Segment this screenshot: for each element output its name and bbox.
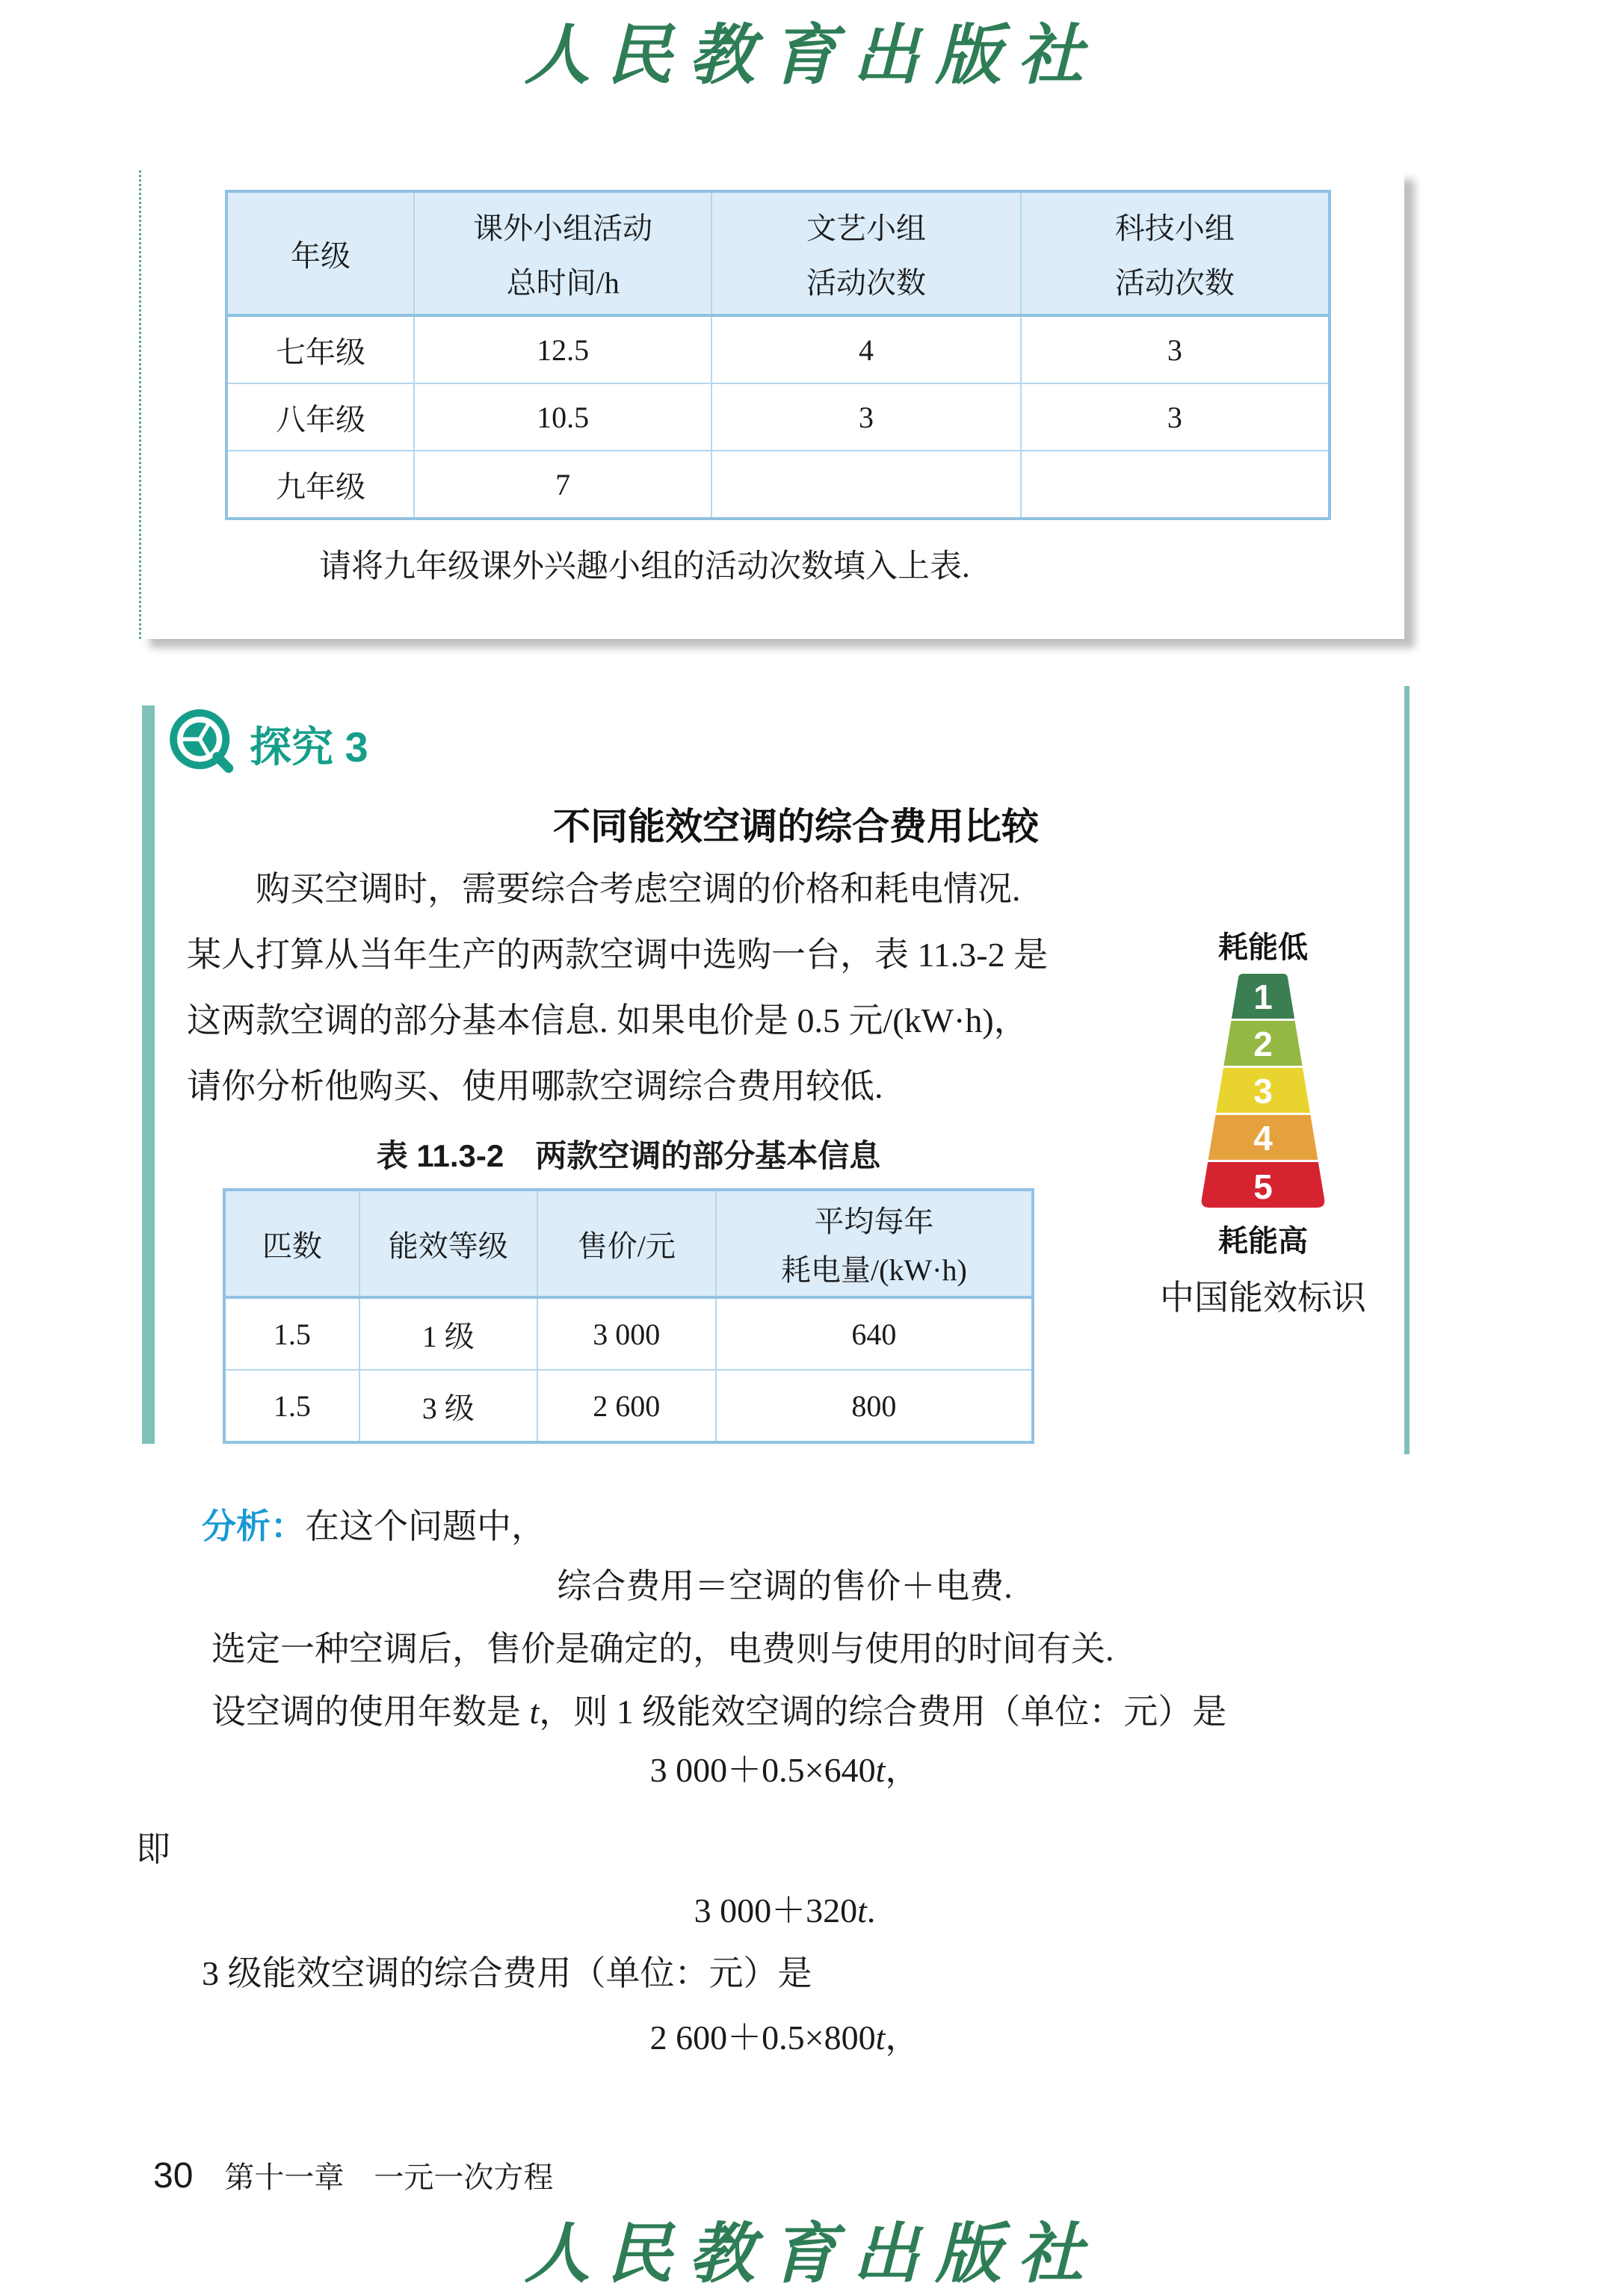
page-number: 30 <box>153 2156 194 2196</box>
table-row <box>224 1370 1033 1442</box>
col-header-tech-group: 科技小组 活动次数 <box>1021 191 1330 315</box>
cell-energy: 800 <box>716 1370 1033 1442</box>
section-right-line <box>1404 686 1410 1454</box>
publisher-logo-bottom: 人民教育出版社 <box>524 2219 1100 2291</box>
col-header-grade: 年级 <box>226 191 414 315</box>
exploration-paragraph <box>187 856 1173 1119</box>
exploration-label: 探究 3 <box>250 723 368 770</box>
svg-text:5: 5 <box>1253 1167 1273 1206</box>
variable-t: t <box>875 2018 886 2057</box>
cell-grade: 九年级 <box>226 451 414 519</box>
energy-efficiency-label <box>1151 924 1375 1320</box>
svg-text:4: 4 <box>1253 1119 1273 1158</box>
analysis-line: 选定一种空调后，售价是确定的，电费则与使用的时间有关. <box>212 1630 1114 1668</box>
cell-total: 10.5 <box>414 383 712 451</box>
cell-art: 3 <box>711 383 1020 451</box>
analysis-label: 分析： <box>202 1507 305 1545</box>
svg-text:1: 1 <box>1253 977 1273 1016</box>
cell-total: 7 <box>414 451 712 519</box>
cell-hp: 1.5 <box>224 1297 359 1370</box>
equation-grade3-cost: 2 600＋0.5×800t， <box>649 2018 920 2057</box>
analysis-line: 设空调的使用年数是 t，则 1 级能效空调的综合费用（单位：元）是 <box>212 1693 1227 1731</box>
activity-table-header-row <box>226 191 1330 315</box>
energy-low-label: 耗能低 <box>1218 931 1308 964</box>
col-header-energy: 平均每年 耗电量/(kW·h) <box>716 1190 1033 1297</box>
exploration-title: 不同能效空调的综合费用比较 <box>553 806 1039 847</box>
cell-price: 2 600 <box>537 1370 716 1442</box>
table-row <box>226 315 1330 383</box>
exploration-icon <box>167 707 235 778</box>
col-header-price: 售价/元 <box>537 1190 716 1297</box>
cell-art: 4 <box>711 315 1020 383</box>
ac-info-table <box>223 1188 1034 1444</box>
cell-tech-empty <box>1021 451 1330 519</box>
variable-t: t <box>875 1751 886 1789</box>
energy-caption: 中国能效标识 <box>1160 1279 1366 1317</box>
exercise-card <box>139 170 1404 639</box>
section-left-bar <box>142 705 155 1444</box>
cell-efficiency: 3 级 <box>359 1370 537 1442</box>
col-header-hp: 匹数 <box>224 1190 359 1297</box>
cell-art-empty <box>711 451 1020 519</box>
table-row <box>224 1297 1033 1370</box>
analysis-intro-line <box>202 1499 546 1548</box>
equation-grade1-cost: 3 000＋0.5×640t， <box>649 1751 920 1789</box>
table-row <box>226 451 1330 519</box>
fill-in-note: 请将九年级课外兴趣小组的活动次数填入上表. <box>319 549 970 584</box>
equation-total-cost: 综合费用＝空调的售价＋电费. <box>557 1567 1013 1605</box>
cell-efficiency: 1 级 <box>359 1297 537 1370</box>
col-header-art-group: 文艺小组 活动次数 <box>711 191 1020 315</box>
table-row <box>226 383 1330 451</box>
cell-tech: 3 <box>1021 383 1330 451</box>
analysis-line: 3 级能效空调的综合费用（单位：元）是 <box>202 1954 812 1992</box>
svg-text:3: 3 <box>1253 1072 1273 1111</box>
cell-grade: 七年级 <box>226 315 414 383</box>
ac-table-header-row <box>224 1190 1033 1297</box>
cell-tech: 3 <box>1021 315 1330 383</box>
energy-high-label: 耗能高 <box>1218 1225 1308 1258</box>
cell-grade: 八年级 <box>226 383 414 451</box>
energy-pyramid-graphic <box>1192 974 1334 1211</box>
paragraph-line: 某人打算从当年生产的两款空调中选购一台，表 11.3-2 是 <box>187 936 1049 974</box>
connector-word: 即 <box>136 1830 170 1868</box>
ac-table-caption: 表 11.3-2 两款空调的部分基本信息 <box>376 1138 881 1173</box>
cell-total: 12.5 <box>414 315 712 383</box>
equation-grade1-simplified: 3 000＋320t. <box>694 1891 876 1930</box>
publisher-logo-top: 人民教育出版社 <box>524 20 1100 93</box>
cell-hp: 1.5 <box>224 1370 359 1442</box>
paragraph-line: 购买空调时，需要综合考虑空调的价格和耗电情况. <box>256 870 1021 908</box>
activity-table <box>225 190 1331 520</box>
col-header-total-time: 课外小组活动 总时间/h <box>414 191 712 315</box>
paragraph-line: 请你分析他购买、使用哪款空调综合费用较低. <box>187 1067 883 1105</box>
svg-text:2: 2 <box>1253 1025 1273 1063</box>
page-footer <box>153 2154 553 2196</box>
col-header-efficiency: 能效等级 <box>359 1190 537 1297</box>
paragraph-line: 这两款空调的部分基本信息. 如果电价是 0.5 元/(kW·h)， <box>187 1001 1028 1040</box>
variable-t: t <box>857 1891 867 1930</box>
cell-price: 3 000 <box>537 1297 716 1370</box>
chapter-title: 第十一章 一元一次方程 <box>224 2161 554 2194</box>
cell-energy: 640 <box>716 1297 1033 1370</box>
analysis-intro: 在这个问题中， <box>305 1507 546 1545</box>
variable-t: t <box>529 1693 540 1731</box>
